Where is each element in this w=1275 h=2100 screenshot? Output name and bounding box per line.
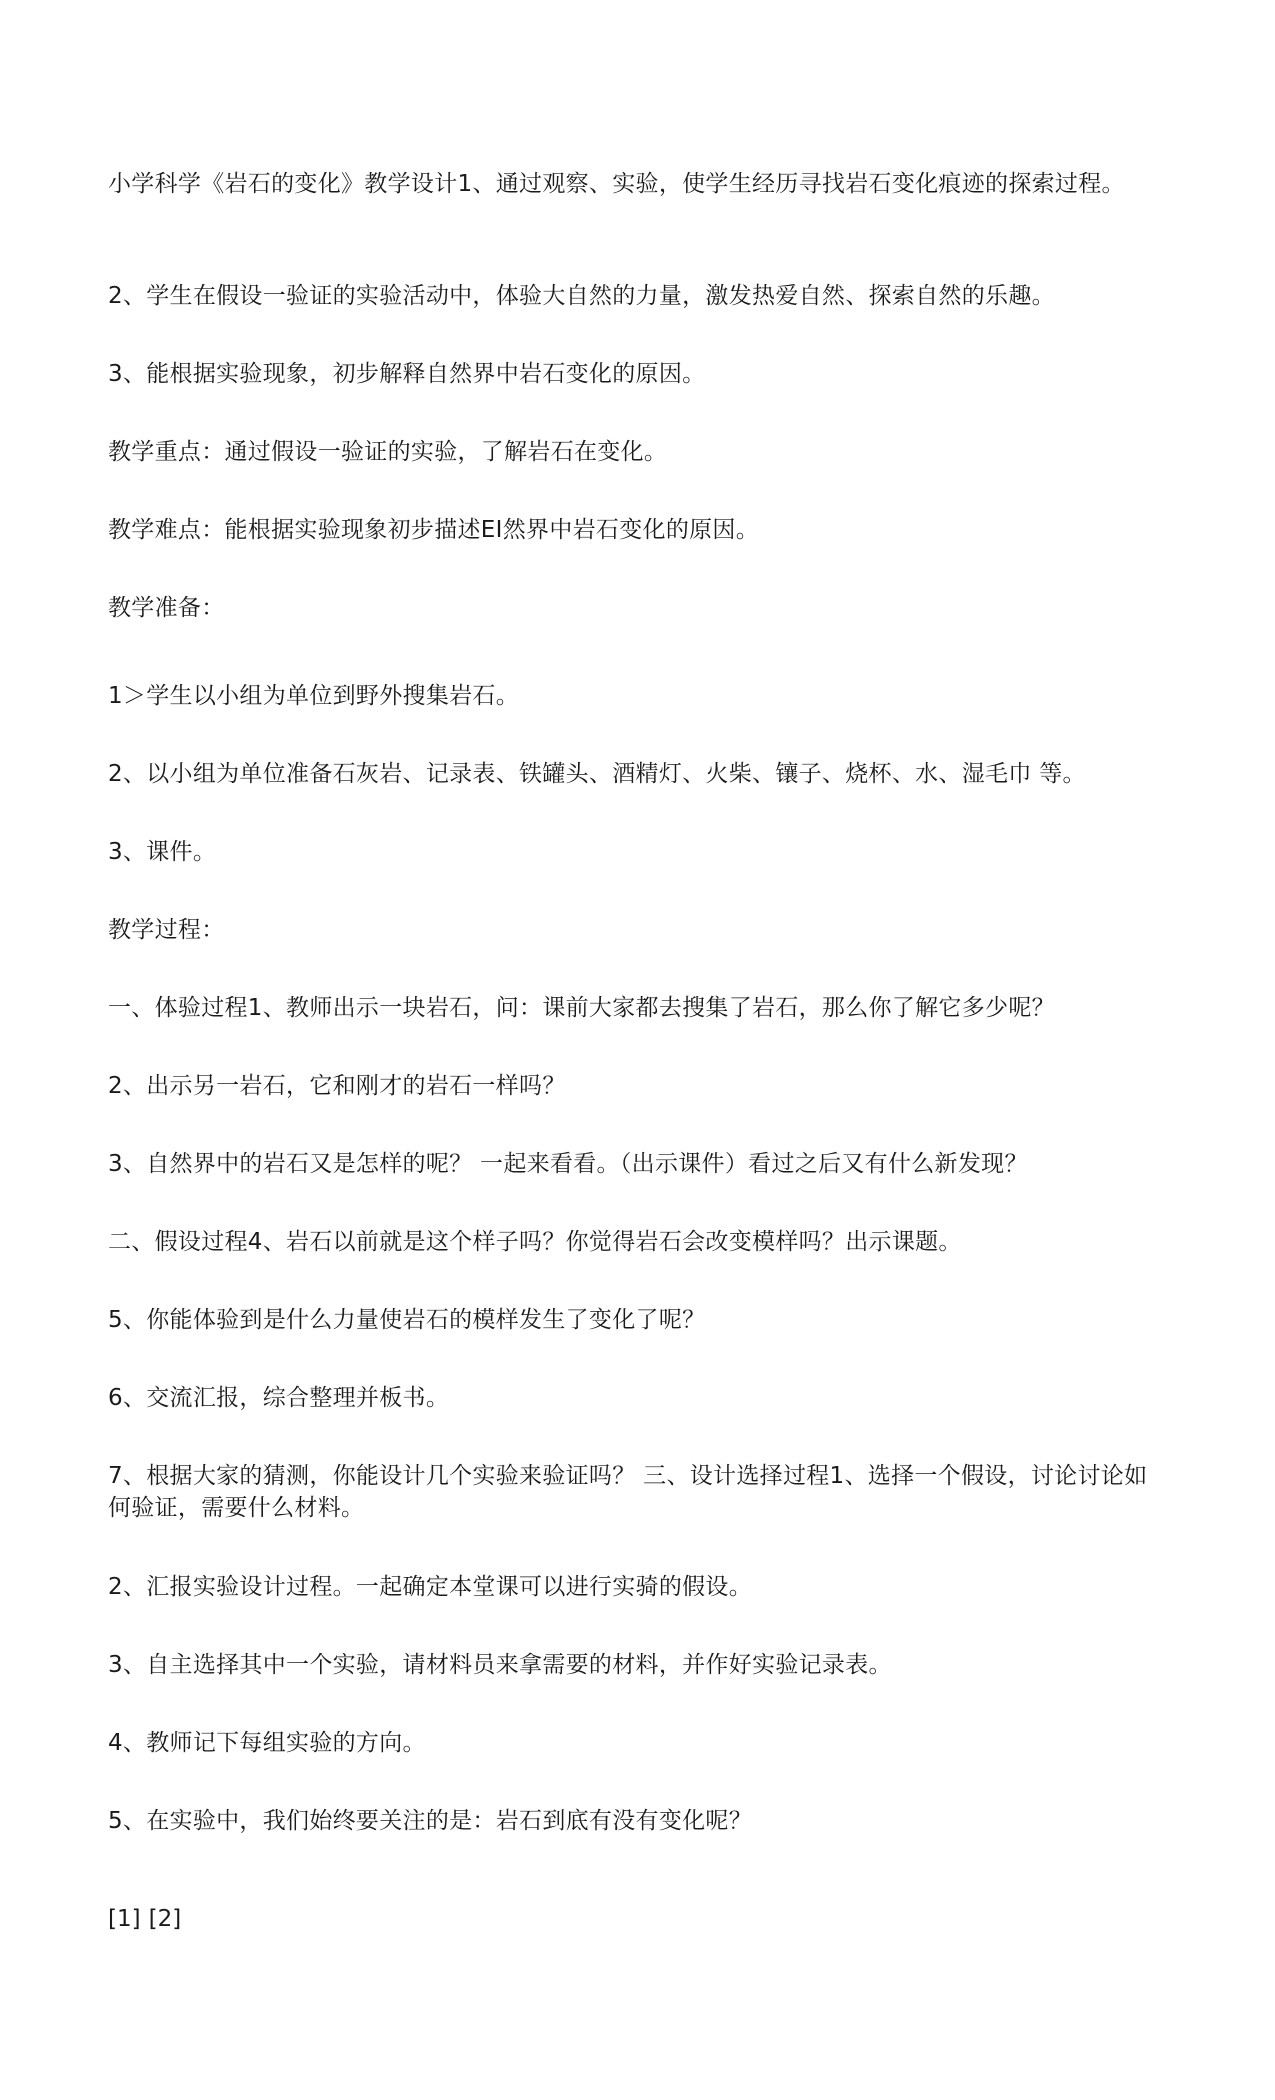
paragraph-objective-1: 小学科学《岩石的变化》教学设计1、通过观察、实验，使学生经历寻找岩石变化痕迹的探索过程。 <box>108 171 1125 197</box>
paragraph-objective-3: 3、能根据实验现象，初步解释自然界中岩石变化的原因。 <box>108 361 706 387</box>
paragraph-step-design-3: 3、自主选择其中一个实验，请材料员来拿需要的材料，并作好实验记录表。 <box>108 1652 892 1678</box>
paragraph-step-experience-1: 一、体验过程1、教师出示一块岩石，问：课前大家都去搜集了岩石，那么你了解它多少呢？ <box>108 995 1055 1021</box>
paragraph-preparation-1: 1＞学生以小组为单位到野外搜集岩石。 <box>108 683 520 709</box>
paragraph-step-experience-2: 2、出示另一岩石，它和刚才的岩石一样吗？ <box>108 1073 566 1099</box>
paragraph-step-design-4: 4、教师记下每组实验的方向。 <box>108 1730 426 1756</box>
paragraph-step-hypothesis-5: 5、你能体验到是什么力量使岩石的模样发生了变化了呢？ <box>108 1307 706 1333</box>
paragraph-key-point: 教学重点：通过假设一验证的实验，了解岩石在变化。 <box>108 439 668 465</box>
paragraph-preparation-3: 3、课件。 <box>108 839 217 865</box>
paragraph-process-heading: 教学过程： <box>108 917 225 943</box>
paragraph-step-hypothesis-4: 二、假设过程4、岩石以前就是这个样子吗？你觉得岩石会改变模样吗？出示课题。 <box>108 1229 962 1255</box>
paragraph-step-design-5: 5、在实验中，我们始终要关注的是：岩石到底有没有变化呢？ <box>108 1808 753 1834</box>
paragraph-preparation-heading: 教学准备： <box>108 595 225 621</box>
paragraph-preparation-2: 2、以小组为单位准备石灰岩、记录表、铁罐头、酒精灯、火柴、镶子、烧杯、水、湿毛巾 等。 <box>108 761 1086 787</box>
paragraph-step-experience-3: 3、自然界中的岩石又是怎样的呢？ 一起来看看。（出示课件）看过之后又有什么新发现？ <box>108 1151 1028 1177</box>
page-link-1[interactable]: [1] <box>108 1906 141 1932</box>
paragraph-step-design-7: 7、根据大家的猜测，你能设计几个实验来验证吗？ 三、设计选择过程1、选择一个假设，讨论讨论如何验证，需要什么材料。 <box>108 1463 1148 1521</box>
paragraph-objective-2: 2、学生在假设一验证的实验活动中，体验大自然的力量，激发热爱自然、探索自然的乐趣。 <box>108 283 1055 309</box>
paragraph-step-hypothesis-6: 6、交流汇报，综合整理并板书。 <box>108 1385 450 1411</box>
paragraph-difficulty: 教学难点：能根据实验现象初步描述EI然界中岩石变化的原因。 <box>108 517 760 543</box>
paragraph-step-design-2: 2、汇报实验设计过程。一起确定本堂课可以进行实骑的假设。 <box>108 1574 753 1600</box>
pagination <box>108 1903 189 1935</box>
page-link-2[interactable]: [2] <box>148 1906 182 1932</box>
